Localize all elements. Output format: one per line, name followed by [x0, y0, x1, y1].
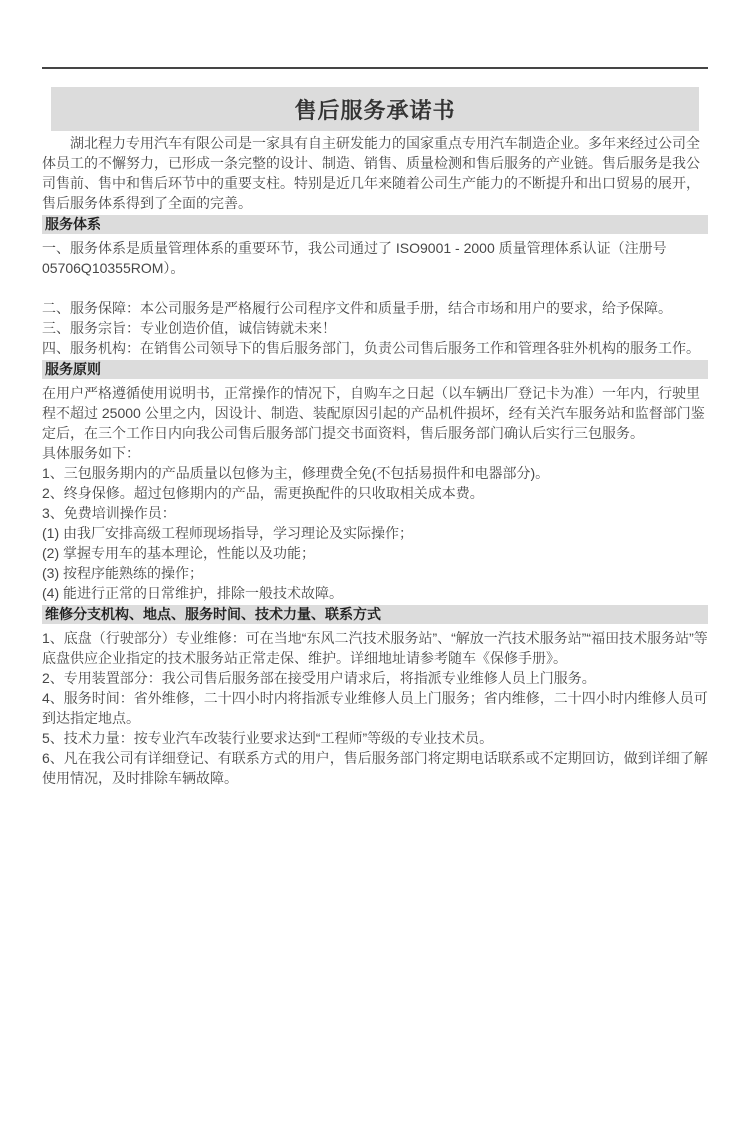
training-subitem-1: (1) 由我厂安排高级工程师现场指导，学习理论及实际操作；: [42, 525, 413, 541]
service-system-item-4: 四、服务机构：在销售公司领导下的售后服务部门，负责公司售后服务工作和管理各驻外机构的服务工作。: [42, 340, 700, 356]
network-item-4: 4、服务时间：省外维修，二十四小时内将指派专业维修人员上门服务；省内维修，二十四小时内维修人员可到达指定地点。: [42, 690, 708, 726]
service-principles-paragraph: 在用户严格遵循使用说明书，正常操作的情况下，自购车之日起（以车辆出厂登记卡为准）一年内，行驶里程不超过 25000 公里之内，因设计、制造、装配原因引起的产品机件损坏，经有关汽车服务站和监督部门鉴定后，在三个工作日内向我公司售后服务部门提交书面资料，售后服务部门确认后实行三包服务。: [42, 385, 705, 441]
training-subitem-3: (3) 按程序能熟练的操作；: [42, 565, 203, 581]
network-item-6: 6、凡在我公司有详细登记、有联系方式的用户，售后服务部门将定期电话联系或不定期回访，做到详细了解使用情况，及时排除车辆故障。: [42, 750, 708, 786]
document-title-bar: [51, 87, 699, 131]
section-heading-service-network: 维修分支机构、地点、服务时间、技术力量、联系方式: [42, 605, 708, 624]
top-rule: [42, 67, 708, 69]
training-subitem-2: (2) 掌握专用车的基本理论，性能以及功能；: [42, 545, 315, 561]
principle-item-3: 3、免费培训操作员：: [42, 505, 176, 521]
service-system-item-3: 三、服务宗旨：专业创造价值，诚信铸就未来！: [42, 320, 336, 336]
service-system-item-1: 一、服务体系是质量管理体系的重要环节，我公司通过了 ISO9001 - 2000 质量管理体系认证（注册号 05706Q10355ROM）。: [42, 240, 667, 276]
document-page: [0, 67, 750, 788]
intro-paragraph: 湖北程力专用汽车有限公司是一家具有自主研发能力的国家重点专用汽车制造企业。多年来经过公司全体员工的不懈努力，已形成一条完整的设计、制造、销售、质量检测和售后服务的产业链。售后服务是我公司售前、售中和售后环节中的重要支柱。特别是近几年来随着公司生产能力的不断提升和出口贸易的展开，售后服务体系得到了全面的完善。: [42, 135, 700, 211]
specific-services-label: 具体服务如下：: [42, 445, 140, 461]
principle-item-1: 1、三包服务期内的产品质量以包修为主，修理费全免(不包括易损件和电器部分)。: [42, 465, 550, 481]
section-heading-service-principles: 服务原则: [42, 360, 708, 379]
network-item-1: 1、底盘（行驶部分）专业维修：可在当地“东风二汽技术服务站”、“解放一汽技术服务站”“福田技术服务站”等底盘供应企业指定的技术服务站正常走保、维护。详细地址请参考随车《保修手册》。: [42, 630, 708, 666]
page-title: 售后服务承诺书: [294, 97, 456, 123]
blank-line: [42, 278, 708, 298]
section-heading-service-system: 服务体系: [42, 215, 708, 234]
service-system-item-2: 二、服务保障：本公司服务是严格履行公司程序文件和质量手册，结合市场和用户的要求，给予保障。: [42, 300, 672, 316]
training-subitem-4: (4) 能进行正常的日常维护，排除一般技术故障。: [42, 585, 343, 601]
principle-item-2: 2、终身保修。超过包修期内的产品，需更换配件的只收取相关成本费。: [42, 485, 484, 501]
network-item-2: 2、专用装置部分：我公司售后服务部在接受用户请求后，将指派专业维修人员上门服务。: [42, 670, 596, 686]
network-item-5: 5、技术力量：按专业汽车改装行业要求达到“工程师”等级的专业技术员。: [42, 730, 494, 746]
